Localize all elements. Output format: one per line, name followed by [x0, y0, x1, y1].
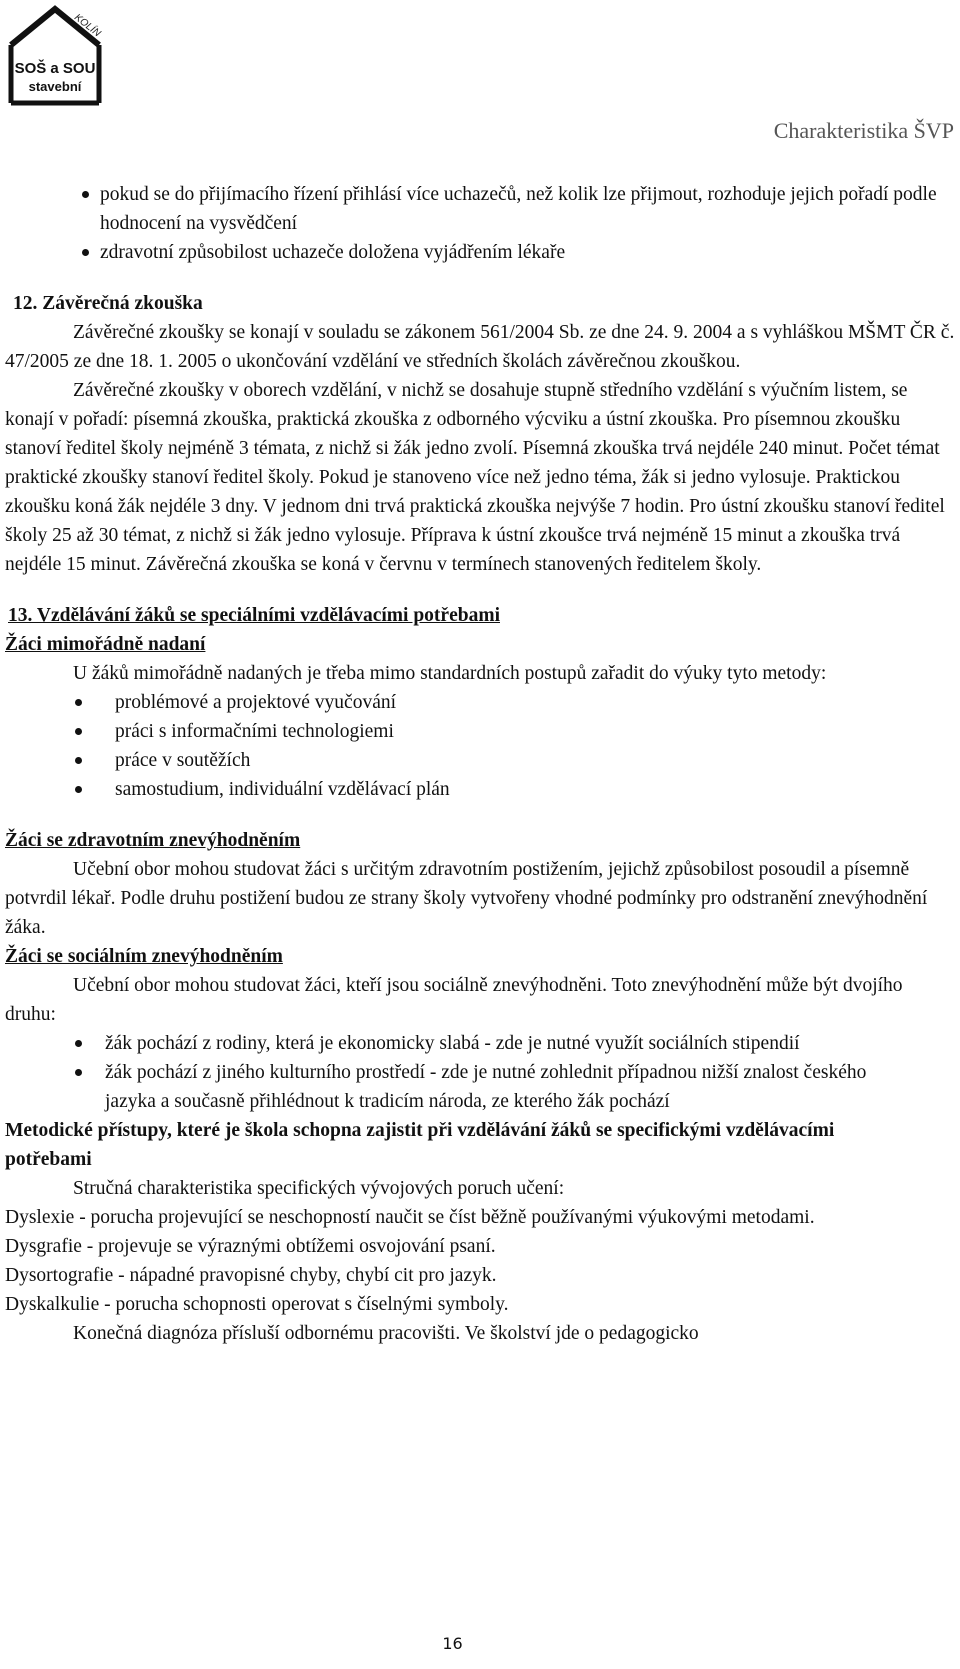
list-item: práci s informačními technologiemi	[5, 717, 955, 746]
content	[5, 180, 955, 1348]
admission-criteria-list	[5, 180, 955, 267]
health-heading: Žáci se zdravotním znevýhodněním	[5, 830, 301, 851]
section-12-paragraph-1: Závěrečné zkoušky se konají v souladu se zákonem 561/2004 Sb. ze dne 24. 9. 2004 a s vyhláškou MŠMT ČR č. 47/2005 ze dne 18. 1. 2005 o ukončování vzdělání ve středních školách závěrečnou zkouškou.	[5, 322, 955, 372]
logo-line1: SOŠ a SOU	[14, 60, 96, 77]
methodical-heading: Metodické přístupy, které je škola schopna zajistit při vzdělávání žáků se specifickými vzdělávacími potřebami	[5, 1120, 835, 1170]
methodical-closing: Konečná diagnóza přísluší odbornému pracovišti. Ve školství jde o pedagogicko	[73, 1323, 699, 1344]
list-item: pokud se do přijímacího řízení přihlásí více uchazečů, než kolik lze přijmout, rozhoduje jejich pořadí podle hodnocení na vysvědčení	[5, 180, 955, 238]
definition-dyscalculia: Dyskalkulie - porucha schopnosti operovat s číselnými symboly.	[5, 1294, 509, 1315]
health-text: Učební obor mohou studovat žáci s určitým zdravotním postižením, jejichž způsobilost posoudil a písemně potvrdil lékař. Podle druhu postižení budou ze strany školy vytvořeny vhodné podmínky pro odstranění znevýhodnění žáka.	[5, 859, 928, 938]
list-item: zdravotní způsobilost uchazeče doložena vyjádřením lékaře	[5, 238, 955, 267]
gifted-heading: Žáci mimořádně nadaní	[5, 634, 206, 655]
social-text: Učební obor mohou studovat žáci, kteří jsou sociálně znevýhodněni. Toto znevýhodnění může být dvojího druhu:	[5, 975, 903, 1025]
definition-dyslexia: Dyslexie - porucha projevující se neschopností naučit se číst běžně používanými výukovými metodami.	[5, 1207, 815, 1228]
list-item: práce v soutěžích	[5, 746, 955, 775]
logo-line2: stavební	[28, 79, 82, 94]
list-item: žák pochází z jiného kulturního prostředí - zde je nutné zohlednit případnou nižší znalost českého jazyka a současně přihlédnout k tradicím národa, ze kterého žák pochází	[5, 1058, 955, 1116]
section-13-heading: 13. Vzdělávání žáků se speciálními vzdělávacími potřebami	[8, 605, 500, 626]
list-item: žák pochází z rodiny, která je ekonomicky slabá - zde je nutné využít sociálních stipendií	[5, 1029, 955, 1058]
section-12-heading: 12. Závěrečná zkouška	[13, 293, 203, 314]
gifted-methods-list	[5, 688, 955, 804]
definition-dysorthography: Dysortografie - nápadné pravopisné chyby, chybí cit pro jazyk.	[5, 1265, 497, 1286]
social-list	[5, 1029, 955, 1116]
page-number: 16	[442, 1634, 463, 1653]
header-title: Charakteristika ŠVP	[773, 118, 954, 143]
definition-dysgraphia: Dysgrafie - projevuje se výraznými obtížemi osvojování psaní.	[5, 1236, 496, 1257]
school-logo	[5, 3, 105, 107]
logo-arc-text: KOLÍN	[72, 12, 103, 40]
social-heading: Žáci se sociálním znevýhodněním	[5, 946, 283, 967]
list-item: samostudium, individuální vzdělávací plán	[5, 775, 955, 804]
methodical-intro: Stručná charakteristika specifických vývojových poruch učení:	[73, 1178, 565, 1199]
gifted-intro: U žáků mimořádně nadaných je třeba mimo standardních postupů zařadit do výuky tyto metody:	[73, 663, 827, 684]
list-item: problémové a projektové vyučování	[5, 688, 955, 717]
section-12-paragraph-2: Závěrečné zkoušky v oborech vzdělání, v nichž se dosahuje stupně středního vzdělání s výučním listem, se konají v pořadí: písemná zkouška, praktická zkouška z odborného výcviku a ústní zkouška. Pro písemnou zkoušku stanoví ředitel školy nejméně 3 témata, z nichž si žák jedno zvolí. Písemná zkouška trvá nejdéle 240 minut. Počet témat praktické zkoušky stanoví ředitel školy. Pokud je stanoveno více než jedno téma, žák si jedno vylosuje. Praktickou zkoušku koná žák nejdéle 3 dny. V jednom dni trvá praktická zkouška nejvýše 7 hodin. Pro ústní zkoušku stanoví ředitel školy 25 až 30 témat, z nichž si žák jedno vylosuje. Příprava k ústní zkoušce trvá nejméně 15 minut a zkouška trvá nejdéle 15 minut. Závěrečná zkouška se koná v červnu v termínech stanovených ředitelem školy.	[5, 380, 945, 575]
